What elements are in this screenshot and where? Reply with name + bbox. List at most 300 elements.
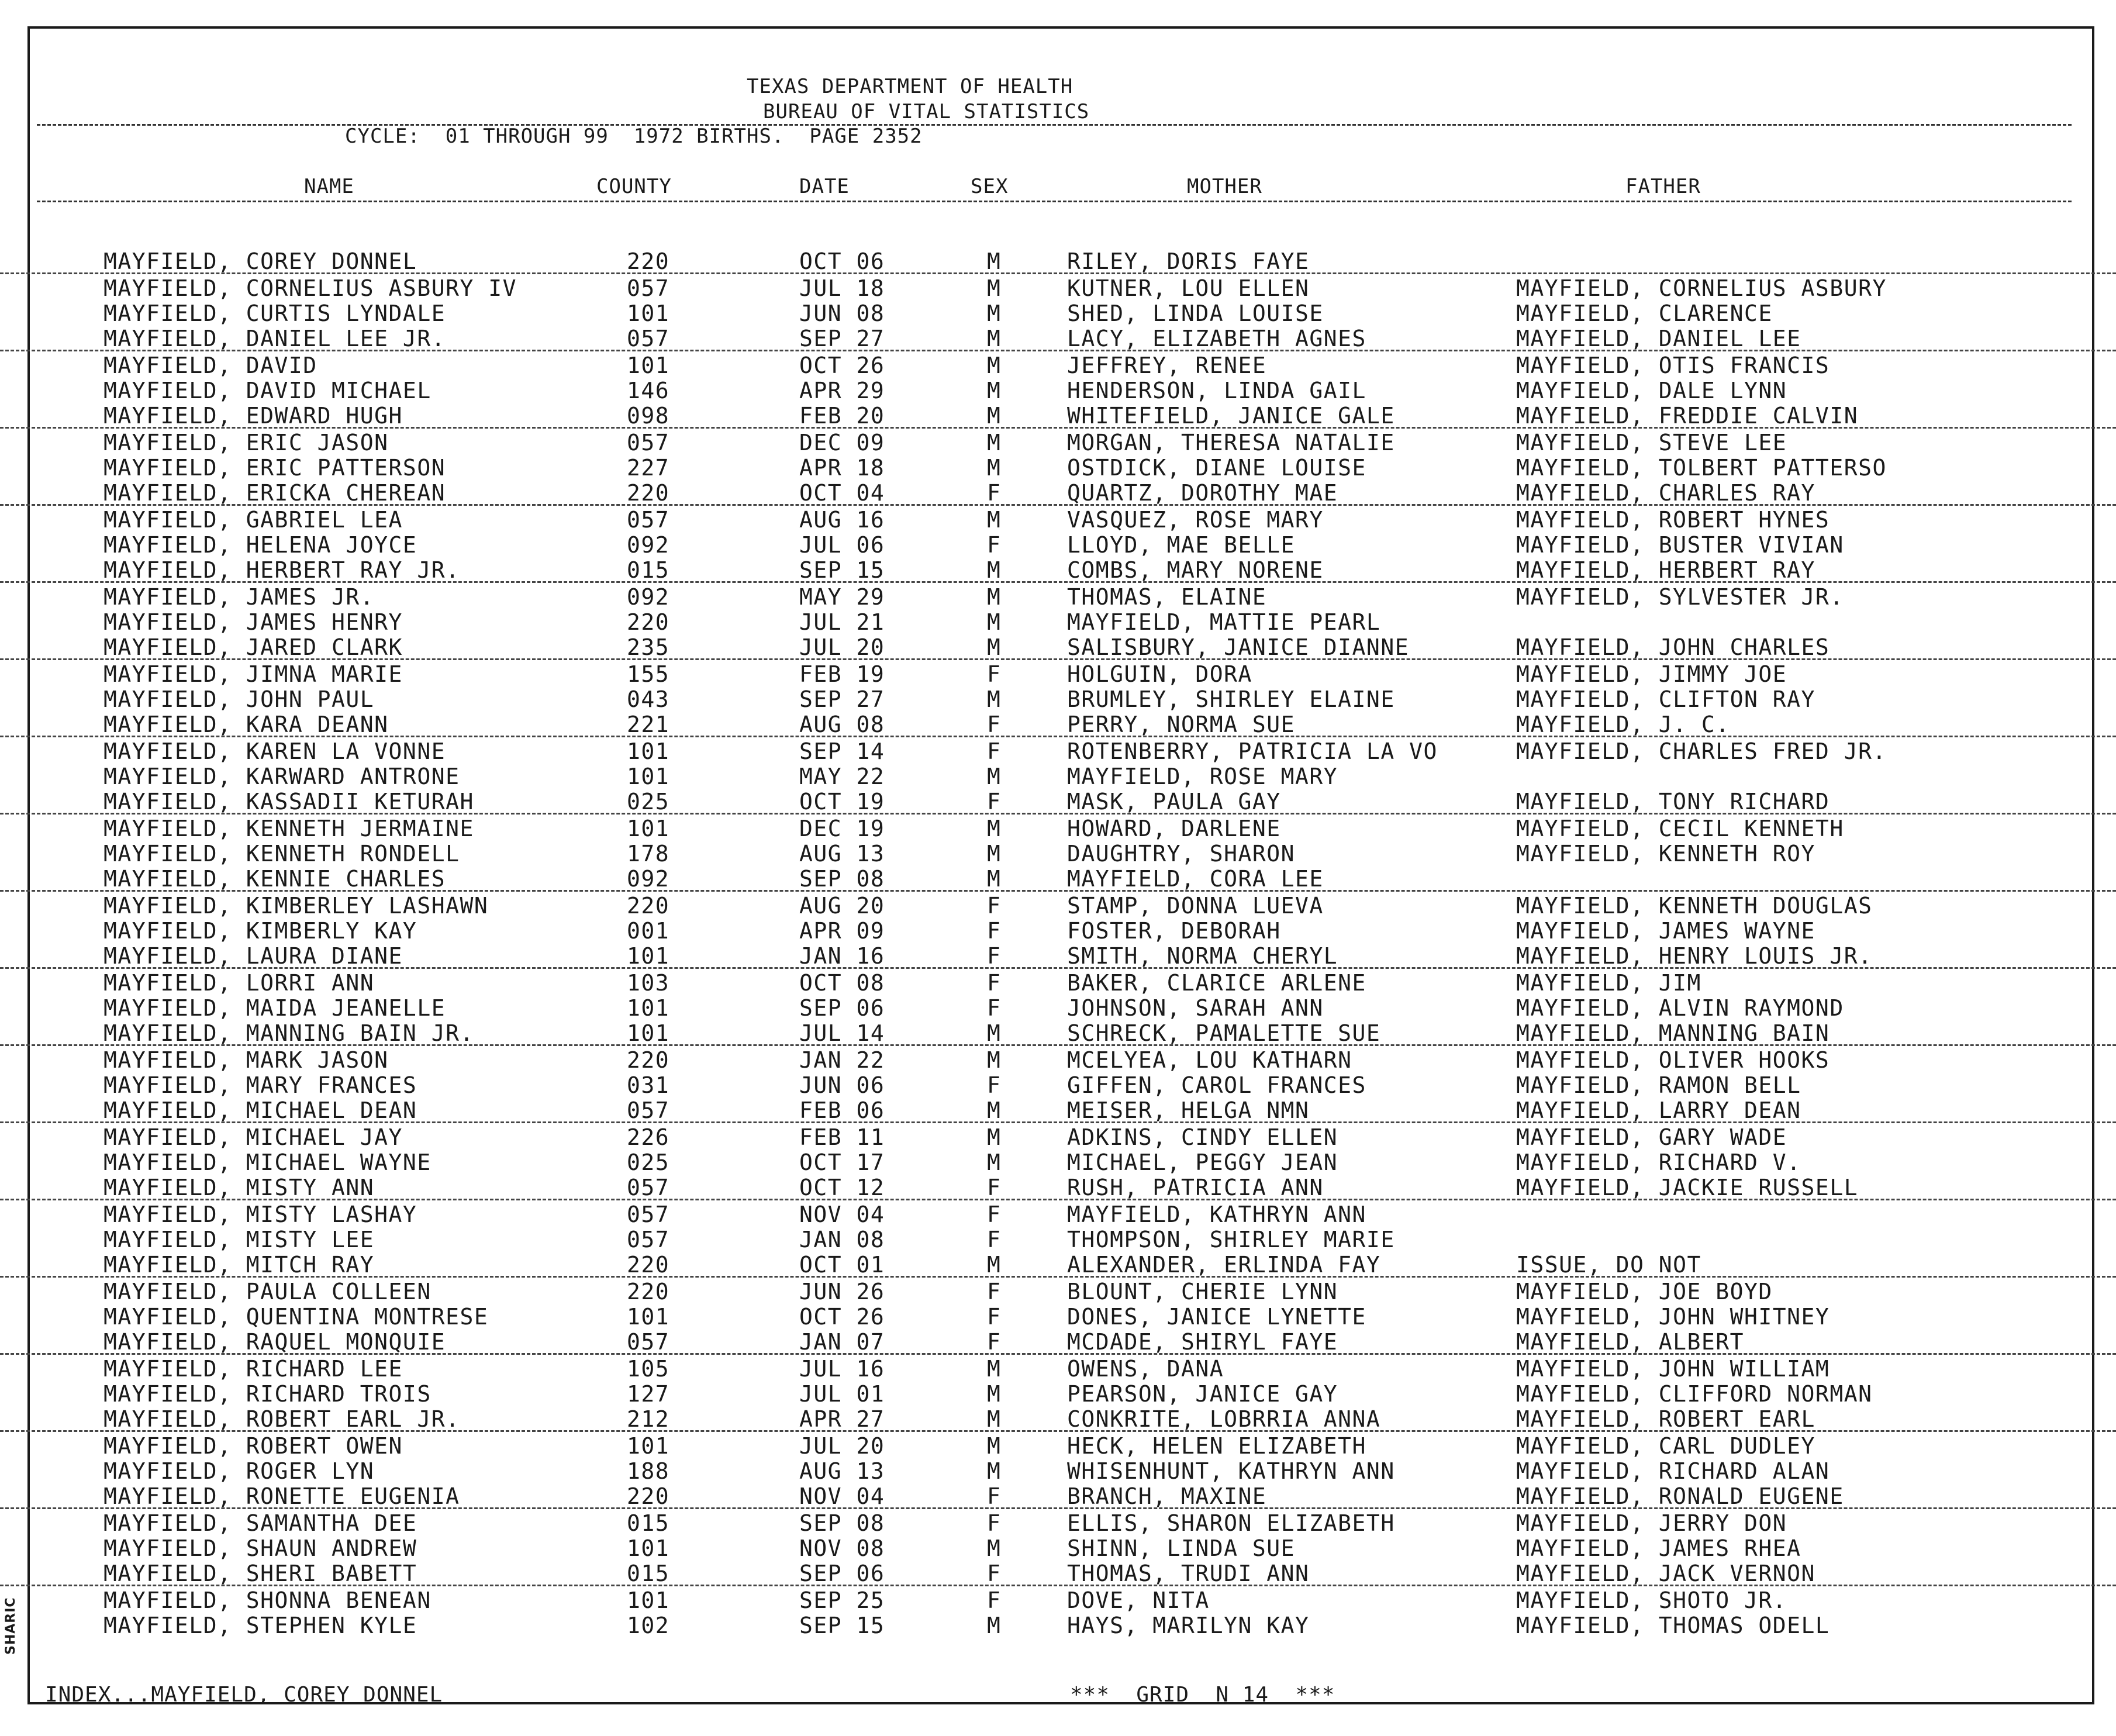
cell-name: MAYFIELD, MISTY LASHAY xyxy=(103,1202,417,1227)
cell-name: MAYFIELD, JARED CLARK xyxy=(103,634,403,660)
cell-name: MAYFIELD, MICHAEL DEAN xyxy=(103,1097,417,1123)
cell-county: 155 xyxy=(627,661,670,687)
cell-county: 220 xyxy=(627,609,670,635)
cell-name: MAYFIELD, JIMNA MARIE xyxy=(103,661,403,687)
cell-date: SEP 06 xyxy=(799,1561,885,1586)
cell-date: APR 27 xyxy=(799,1406,885,1432)
cell-mother: JOHNSON, SARAH ANN xyxy=(1067,995,1324,1021)
table-row xyxy=(0,1123,2116,1148)
cell-name: MAYFIELD, RICHARD TROIS xyxy=(103,1381,432,1407)
cell-father: MAYFIELD, CLIFTON RAY xyxy=(1516,686,1815,712)
table-row xyxy=(0,608,2116,633)
cell-sex: F xyxy=(987,480,1002,506)
cell-sex: M xyxy=(987,764,1002,789)
cell-mother: JEFFREY, RENEE xyxy=(1067,353,1267,378)
cell-county: 212 xyxy=(627,1406,670,1432)
cell-father: MAYFIELD, ROBERT EARL xyxy=(1516,1406,1815,1432)
table-row xyxy=(0,660,2116,685)
table-row xyxy=(0,737,2116,762)
cell-name: MAYFIELD, KARWARD ANTRONE xyxy=(103,764,460,789)
cell-date: DEC 09 xyxy=(799,430,885,455)
cell-date: JUL 20 xyxy=(799,634,885,660)
table-row xyxy=(0,892,2116,917)
table-row xyxy=(0,1046,2116,1071)
table-row xyxy=(0,479,2116,506)
cell-date: AUG 16 xyxy=(799,507,885,533)
cell-father: MAYFIELD, ROBERT HYNES xyxy=(1516,507,1830,533)
cell-name: MAYFIELD, EDWARD HUGH xyxy=(103,403,403,429)
cell-date: SEP 27 xyxy=(799,686,885,712)
cell-mother: HAYS, MARILYN KAY xyxy=(1067,1613,1310,1638)
cell-date: NOV 04 xyxy=(799,1483,885,1509)
cell-county: 057 xyxy=(627,430,670,455)
cell-father: MAYFIELD, THOMAS ODELL xyxy=(1516,1613,1830,1638)
table-row xyxy=(0,1534,2116,1559)
cell-mother: BRANCH, MAXINE xyxy=(1067,1483,1267,1509)
cell-father: MAYFIELD, HENRY LOUIS JR. xyxy=(1516,943,1873,969)
table-row xyxy=(0,274,2116,299)
cell-sex: F xyxy=(987,1510,1002,1536)
cell-sex: M xyxy=(987,584,1002,610)
cell-date: JUN 06 xyxy=(799,1072,885,1098)
cell-father: MAYFIELD, JIM xyxy=(1516,970,1701,996)
table-row xyxy=(0,1200,2116,1226)
cell-date: FEB 11 xyxy=(799,1124,885,1150)
cell-mother: KUTNER, LOU ELLEN xyxy=(1067,275,1310,301)
cell-county: 220 xyxy=(627,249,670,274)
cell-mother: MICHAEL, PEGGY JEAN xyxy=(1067,1150,1338,1175)
cell-name: MAYFIELD, COREY DONNEL xyxy=(103,249,417,274)
cell-county: 101 xyxy=(627,943,670,969)
cell-mother: OSTDICK, DIANE LOUISE xyxy=(1067,455,1366,481)
table-row xyxy=(0,402,2116,429)
cell-name: MAYFIELD, SHAUN ANDREW xyxy=(103,1535,417,1561)
cell-sex: F xyxy=(987,1304,1002,1330)
table-row xyxy=(0,762,2116,788)
cell-county: 092 xyxy=(627,866,670,892)
cell-name: MAYFIELD, RICHARD LEE xyxy=(103,1356,403,1382)
cell-mother: CONKRITE, LOBRRIA ANNA xyxy=(1067,1406,1381,1432)
cell-mother: SCHRECK, PAMALETTE SUE xyxy=(1067,1020,1381,1046)
cell-mother: ROTENBERRY, PATRICIA LA VO xyxy=(1067,738,1438,764)
cell-name: MAYFIELD, ERIC JASON xyxy=(103,430,389,455)
table-row xyxy=(0,1457,2116,1482)
cell-father: MAYFIELD, CHARLES RAY xyxy=(1516,480,1815,506)
cell-mother: DOVE, NITA xyxy=(1067,1587,1210,1613)
cell-father: MAYFIELD, JOE BOYD xyxy=(1516,1279,1773,1304)
cell-father: MAYFIELD, ALBERT xyxy=(1516,1329,1745,1355)
cell-sex: M xyxy=(987,326,1002,351)
cell-date: JUL 21 xyxy=(799,609,885,635)
cell-mother: MAYFIELD, MATTIE PEARL xyxy=(1067,609,1381,635)
cell-name: MAYFIELD, DAVID MICHAEL xyxy=(103,378,432,403)
cell-mother: ALEXANDER, ERLINDA FAY xyxy=(1067,1252,1381,1278)
cell-mother: MCDADE, SHIRYL FAYE xyxy=(1067,1329,1338,1355)
cell-county: 220 xyxy=(627,1047,670,1073)
cell-mother: RILEY, DORIS FAYE xyxy=(1067,249,1310,274)
table-row xyxy=(0,506,2116,531)
cell-sex: M xyxy=(987,609,1002,635)
cell-county: 227 xyxy=(627,455,670,481)
cell-date: OCT 19 xyxy=(799,789,885,814)
table-row xyxy=(0,1278,2116,1303)
cell-mother: BLOUNT, CHERIE LYNN xyxy=(1067,1279,1338,1304)
cell-mother: THOMPSON, SHIRLEY MARIE xyxy=(1067,1227,1395,1252)
cell-county: 101 xyxy=(627,1020,670,1046)
cell-father: MAYFIELD, J. C. xyxy=(1516,712,1730,737)
cell-name: MAYFIELD, GABRIEL LEA xyxy=(103,507,403,533)
cell-mother: FOSTER, DEBORAH xyxy=(1067,918,1281,944)
cell-county: 031 xyxy=(627,1072,670,1098)
cell-county: 220 xyxy=(627,1252,670,1278)
cell-name: MAYFIELD, KENNETH RONDELL xyxy=(103,841,460,867)
cell-county: 220 xyxy=(627,893,670,919)
cell-father: MAYFIELD, JERRY DON xyxy=(1516,1510,1787,1536)
cell-date: FEB 20 xyxy=(799,403,885,429)
cell-county: 043 xyxy=(627,686,670,712)
cell-name: MAYFIELD, MICHAEL WAYNE xyxy=(103,1150,432,1175)
cell-sex: M xyxy=(987,1124,1002,1150)
cell-name: MAYFIELD, MARY FRANCES xyxy=(103,1072,417,1098)
cell-county: 220 xyxy=(627,1483,670,1509)
table-row xyxy=(0,1226,2116,1251)
cell-name: MAYFIELD, HERBERT RAY JR. xyxy=(103,557,460,583)
cell-date: JAN 07 xyxy=(799,1329,885,1355)
cell-mother: QUARTZ, DOROTHY MAE xyxy=(1067,480,1338,506)
cell-name: MAYFIELD, HELENA JOYCE xyxy=(103,532,417,558)
table-row xyxy=(0,917,2116,942)
cell-mother: MCELYEA, LOU KATHARN xyxy=(1067,1047,1352,1073)
cell-father: MAYFIELD, JOHN WHITNEY xyxy=(1516,1304,1830,1330)
cell-name: MAYFIELD, MICHAEL JAY xyxy=(103,1124,403,1150)
cell-sex: M xyxy=(987,866,1002,892)
table-row xyxy=(0,377,2116,402)
cell-sex: F xyxy=(987,712,1002,737)
cell-name: MAYFIELD, MANNING BAIN JR. xyxy=(103,1020,474,1046)
cell-date: FEB 06 xyxy=(799,1097,885,1123)
cell-county: 101 xyxy=(627,301,670,326)
cell-date: SEP 14 xyxy=(799,738,885,764)
cell-sex: F xyxy=(987,893,1002,919)
cell-name: MAYFIELD, RONETTE EUGENIA xyxy=(103,1483,460,1509)
records-list xyxy=(0,247,2116,1637)
table-row xyxy=(0,840,2116,865)
cell-mother: BAKER, CLARICE ARLENE xyxy=(1067,970,1366,996)
cell-father: MAYFIELD, JACKIE RUSSELL xyxy=(1516,1175,1859,1200)
cell-sex: F xyxy=(987,1072,1002,1098)
page-title: TEXAS DEPARTMENT OF HEALTH xyxy=(747,75,1073,98)
cell-sex: M xyxy=(987,841,1002,867)
cycle-line: CYCLE: 01 THROUGH 99 1972 BIRTHS. PAGE 2352 xyxy=(345,125,923,148)
cell-mother: HENDERSON, LINDA GAIL xyxy=(1067,378,1366,403)
cell-sex: F xyxy=(987,1483,1002,1509)
cell-county: 101 xyxy=(627,1433,670,1459)
cell-sex: M xyxy=(987,1406,1002,1432)
cell-mother: PERRY, NORMA SUE xyxy=(1067,712,1296,737)
cell-name: MAYFIELD, ROGER LYN xyxy=(103,1458,375,1484)
cell-date: DEC 19 xyxy=(799,816,885,841)
column-header-date: DATE xyxy=(799,175,850,198)
cell-date: JUL 16 xyxy=(799,1356,885,1382)
cell-name: MAYFIELD, CURTIS LYNDALE xyxy=(103,301,446,326)
cell-sex: M xyxy=(987,249,1002,274)
cell-sex: F xyxy=(987,532,1002,558)
cell-name: MAYFIELD, JAMES HENRY xyxy=(103,609,403,635)
table-row xyxy=(0,1559,2116,1586)
cell-father: MAYFIELD, KENNETH ROY xyxy=(1516,841,1815,867)
cell-father: MAYFIELD, RONALD EUGENE xyxy=(1516,1483,1844,1509)
cell-date: OCT 26 xyxy=(799,353,885,378)
column-header-county: COUNTY xyxy=(596,175,672,198)
cell-sex: F xyxy=(987,661,1002,687)
cell-mother: THOMAS, TRUDI ANN xyxy=(1067,1561,1310,1586)
cell-mother: WHITEFIELD, JANICE GALE xyxy=(1067,403,1395,429)
table-row xyxy=(0,1586,2116,1611)
cell-name: MAYFIELD, QUENTINA MONTRESE xyxy=(103,1304,489,1330)
cell-sex: M xyxy=(987,1381,1002,1407)
cell-date: OCT 26 xyxy=(799,1304,885,1330)
cell-father: MAYFIELD, TOLBERT PATTERSO xyxy=(1516,455,1887,481)
table-row xyxy=(0,1019,2116,1046)
page-subtitle: BUREAU OF VITAL STATISTICS xyxy=(763,100,1090,123)
cell-sex: F xyxy=(987,943,1002,969)
cell-mother: MEISER, HELGA NMN xyxy=(1067,1097,1310,1123)
table-row xyxy=(0,351,2116,377)
cell-date: MAY 22 xyxy=(799,764,885,789)
cell-county: 015 xyxy=(627,1510,670,1536)
table-row xyxy=(0,583,2116,608)
cell-date: JUL 01 xyxy=(799,1381,885,1407)
cell-date: JUN 08 xyxy=(799,301,885,326)
cell-father: MAYFIELD, FREDDIE CALVIN xyxy=(1516,403,1859,429)
cell-sex: F xyxy=(987,1587,1002,1613)
cell-name: MAYFIELD, MISTY LEE xyxy=(103,1227,375,1252)
table-row xyxy=(0,556,2116,583)
cell-father: MAYFIELD, CLIFFORD NORMAN xyxy=(1516,1381,1873,1407)
cell-sex: M xyxy=(987,507,1002,533)
cell-county: 057 xyxy=(627,1202,670,1227)
cell-father: MAYFIELD, MANNING BAIN xyxy=(1516,1020,1830,1046)
table-row xyxy=(0,633,2116,660)
cell-mother: OWENS, DANA xyxy=(1067,1356,1224,1382)
header-divider xyxy=(37,124,2072,126)
cell-father: MAYFIELD, BUSTER VIVIAN xyxy=(1516,532,1844,558)
table-row xyxy=(0,1355,2116,1380)
cell-date: JAN 22 xyxy=(799,1047,885,1073)
table-row xyxy=(0,865,2116,892)
cell-county: 015 xyxy=(627,557,670,583)
cell-name: MAYFIELD, ROBERT EARL JR. xyxy=(103,1406,460,1432)
cell-county: 178 xyxy=(627,841,670,867)
cell-name: MAYFIELD, SHERI BABETT xyxy=(103,1561,417,1586)
cell-sex: M xyxy=(987,1252,1002,1278)
cell-mother: MORGAN, THERESA NATALIE xyxy=(1067,430,1395,455)
cell-date: AUG 13 xyxy=(799,841,885,867)
cell-county: 101 xyxy=(627,1535,670,1561)
cell-name: MAYFIELD, LAURA DIANE xyxy=(103,943,403,969)
table-row xyxy=(0,1174,2116,1200)
column-header-mother: MOTHER xyxy=(1187,175,1262,198)
cell-county: 103 xyxy=(627,970,670,996)
cell-date: JUN 26 xyxy=(799,1279,885,1304)
cell-mother: HOLGUIN, DORA xyxy=(1067,661,1252,687)
cell-sex: M xyxy=(987,686,1002,712)
cell-sex: M xyxy=(987,1356,1002,1382)
cell-county: 127 xyxy=(627,1381,670,1407)
cell-sex: F xyxy=(987,1561,1002,1586)
table-row xyxy=(0,1405,2116,1432)
cell-father: MAYFIELD, OLIVER HOOKS xyxy=(1516,1047,1830,1073)
table-row xyxy=(0,1071,2116,1096)
cell-mother: STAMP, DONNA LUEVA xyxy=(1067,893,1324,919)
cell-sex: F xyxy=(987,918,1002,944)
cell-father: MAYFIELD, JIMMY JOE xyxy=(1516,661,1787,687)
table-row xyxy=(0,1303,2116,1328)
cell-county: 101 xyxy=(627,816,670,841)
cell-father: MAYFIELD, KENNETH DOUGLAS xyxy=(1516,893,1873,919)
cell-county: 101 xyxy=(627,764,670,789)
cell-county: 221 xyxy=(627,712,670,737)
cell-mother: SMITH, NORMA CHERYL xyxy=(1067,943,1338,969)
cell-sex: F xyxy=(987,995,1002,1021)
cell-sex: M xyxy=(987,816,1002,841)
cell-date: JUL 20 xyxy=(799,1433,885,1459)
cell-mother: DAUGHTRY, SHARON xyxy=(1067,841,1296,867)
cell-county: 101 xyxy=(627,995,670,1021)
table-row xyxy=(0,531,2116,556)
cell-date: JAN 08 xyxy=(799,1227,885,1252)
cell-date: OCT 01 xyxy=(799,1252,885,1278)
cell-name: MAYFIELD, STEPHEN KYLE xyxy=(103,1613,417,1638)
cell-county: 101 xyxy=(627,1304,670,1330)
cell-name: MAYFIELD, CORNELIUS ASBURY IV xyxy=(103,275,517,301)
cell-county: 105 xyxy=(627,1356,670,1382)
cell-sex: M xyxy=(987,455,1002,481)
table-row xyxy=(0,1328,2116,1355)
cell-sex: M xyxy=(987,1097,1002,1123)
cell-name: MAYFIELD, MISTY ANN xyxy=(103,1175,375,1200)
table-row xyxy=(0,1148,2116,1174)
cell-date: SEP 25 xyxy=(799,1587,885,1613)
cell-date: JUL 14 xyxy=(799,1020,885,1046)
cell-county: 092 xyxy=(627,532,670,558)
cell-county: 057 xyxy=(627,326,670,351)
cell-mother: MAYFIELD, ROSE MARY xyxy=(1067,764,1338,789)
cell-date: NOV 08 xyxy=(799,1535,885,1561)
cell-county: 057 xyxy=(627,507,670,533)
cell-mother: VASQUEZ, ROSE MARY xyxy=(1067,507,1324,533)
cell-date: JUL 06 xyxy=(799,532,885,558)
cell-county: 057 xyxy=(627,275,670,301)
cell-father: MAYFIELD, RICHARD ALAN xyxy=(1516,1458,1830,1484)
table-row xyxy=(0,1432,2116,1457)
table-row xyxy=(0,969,2116,994)
cell-name: MAYFIELD, JAMES JR. xyxy=(103,584,375,610)
table-row xyxy=(0,814,2116,840)
cell-date: APR 09 xyxy=(799,918,885,944)
cell-mother: PEARSON, JANICE GAY xyxy=(1067,1381,1338,1407)
cell-name: MAYFIELD, DANIEL LEE JR. xyxy=(103,326,446,351)
cell-county: 226 xyxy=(627,1124,670,1150)
cell-county: 057 xyxy=(627,1329,670,1355)
cell-name: MAYFIELD, LORRI ANN xyxy=(103,970,375,996)
cell-sex: F xyxy=(987,1329,1002,1355)
cell-father: MAYFIELD, DANIEL LEE xyxy=(1516,326,1801,351)
cell-sex: M xyxy=(987,1458,1002,1484)
cell-date: APR 29 xyxy=(799,378,885,403)
cell-date: OCT 12 xyxy=(799,1175,885,1200)
cell-mother: RUSH, PATRICIA ANN xyxy=(1067,1175,1324,1200)
table-row xyxy=(0,685,2116,710)
cell-father: MAYFIELD, SHOTO JR. xyxy=(1516,1587,1787,1613)
table-row xyxy=(0,1482,2116,1509)
cell-sex: F xyxy=(987,1279,1002,1304)
cell-mother: MAYFIELD, CORA LEE xyxy=(1067,866,1324,892)
table-row xyxy=(0,788,2116,814)
cell-name: MAYFIELD, MITCH RAY xyxy=(103,1252,375,1278)
cell-name: MAYFIELD, KIMBERLEY LASHAWN xyxy=(103,893,489,919)
cell-mother: ADKINS, CINDY ELLEN xyxy=(1067,1124,1338,1150)
cell-sex: M xyxy=(987,557,1002,583)
cell-father: MAYFIELD, CORNELIUS ASBURY xyxy=(1516,275,1887,301)
cell-county: 102 xyxy=(627,1613,670,1638)
cell-county: 188 xyxy=(627,1458,670,1484)
cell-name: MAYFIELD, KENNETH JERMAINE xyxy=(103,816,474,841)
cell-name: MAYFIELD, DAVID xyxy=(103,353,317,378)
cell-father: MAYFIELD, DALE LYNN xyxy=(1516,378,1787,403)
footer-index: INDEX...MAYFIELD, COREY DONNEL xyxy=(45,1683,443,1707)
cell-mother: LACY, ELIZABETH AGNES xyxy=(1067,326,1366,351)
cell-mother: MAYFIELD, KATHRYN ANN xyxy=(1067,1202,1366,1227)
cell-name: MAYFIELD, MARK JASON xyxy=(103,1047,389,1073)
cell-date: OCT 17 xyxy=(799,1150,885,1175)
cell-county: 025 xyxy=(627,789,670,814)
table-row xyxy=(0,1611,2116,1637)
side-label: SHARIC xyxy=(4,1597,18,1655)
cell-father: MAYFIELD, JACK VERNON xyxy=(1516,1561,1815,1586)
cell-sex: M xyxy=(987,378,1002,403)
cell-sex: M xyxy=(987,1020,1002,1046)
cell-name: MAYFIELD, JOHN PAUL xyxy=(103,686,375,712)
cell-father: MAYFIELD, ALVIN RAYMOND xyxy=(1516,995,1844,1021)
cell-sex: F xyxy=(987,1175,1002,1200)
cell-name: MAYFIELD, KARA DEANN xyxy=(103,712,389,737)
cell-name: MAYFIELD, KAREN LA VONNE xyxy=(103,738,446,764)
cell-date: APR 18 xyxy=(799,455,885,481)
table-row xyxy=(0,1380,2116,1405)
cell-father: MAYFIELD, JOHN WILLIAM xyxy=(1516,1356,1830,1382)
cell-sex: M xyxy=(987,1047,1002,1073)
cell-sex: F xyxy=(987,789,1002,814)
cell-name: MAYFIELD, ERICKA CHEREAN xyxy=(103,480,446,506)
cell-date: MAY 29 xyxy=(799,584,885,610)
cell-date: SEP 08 xyxy=(799,1510,885,1536)
cell-sex: M xyxy=(987,275,1002,301)
cell-father: MAYFIELD, HERBERT RAY xyxy=(1516,557,1815,583)
cell-sex: M xyxy=(987,1535,1002,1561)
cell-date: JAN 16 xyxy=(799,943,885,969)
cell-mother: HECK, HELEN ELIZABETH xyxy=(1067,1433,1366,1459)
cell-father: MAYFIELD, CLARENCE xyxy=(1516,301,1773,326)
cell-name: MAYFIELD, ROBERT OWEN xyxy=(103,1433,403,1459)
cell-father: MAYFIELD, LARRY DEAN xyxy=(1516,1097,1801,1123)
cell-date: SEP 15 xyxy=(799,1613,885,1638)
cell-father: ISSUE, DO NOT xyxy=(1516,1252,1701,1278)
cell-date: OCT 08 xyxy=(799,970,885,996)
cell-mother: DONES, JANICE LYNETTE xyxy=(1067,1304,1366,1330)
cell-sex: F xyxy=(987,738,1002,764)
cell-county: 025 xyxy=(627,1150,670,1175)
